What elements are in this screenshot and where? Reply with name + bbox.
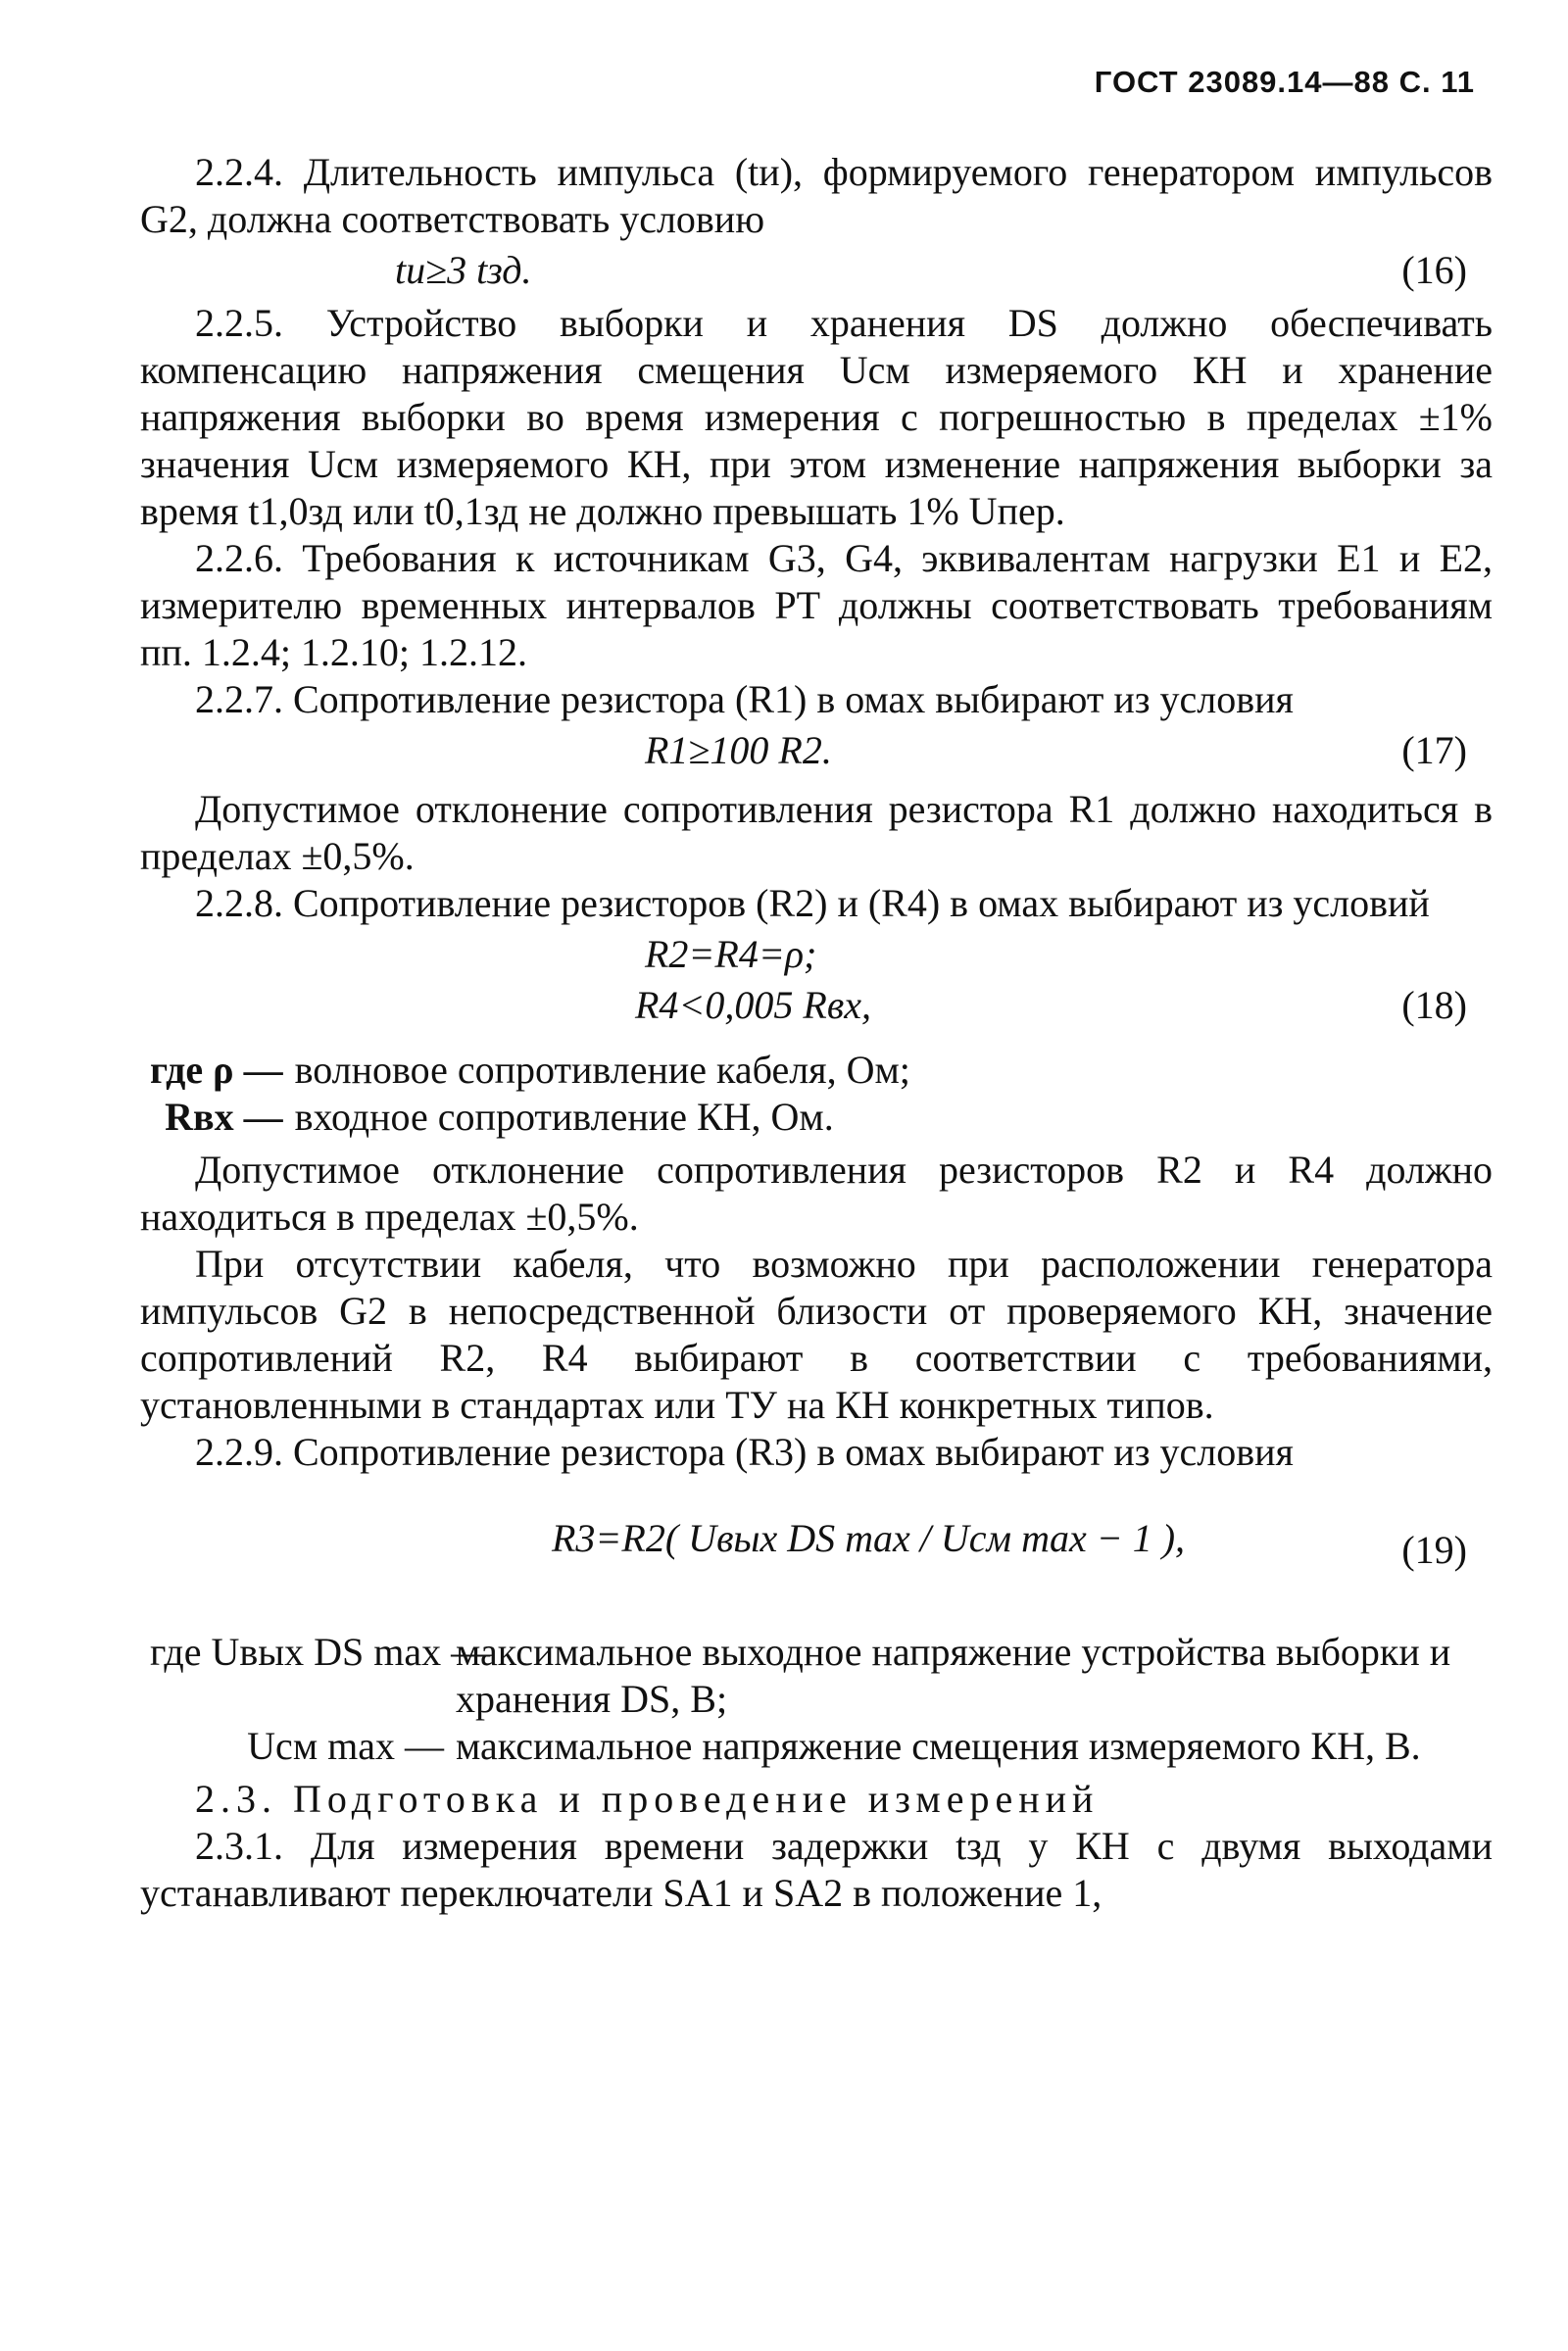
formula-19 (140, 1476, 1493, 1623)
where-term-rvx: Rвх — (165, 1095, 283, 1139)
formula-18-line2 (140, 978, 1493, 1041)
section-2-2-7-tolerance: Допустимое отклонение сопротивления резистора R1 должно находиться в пределах ±0,5%. (140, 787, 1493, 878)
section-2-2-5: 2.2.5. Устройство выборки и хранения DS должно обеспечивать компенсацию напряжения смещения Uсм измеряемого КН и хранение напряжения выборки во время измерения с погрешностью в пределах ±1% значения Uсм измеряемого КН, при этом изменение напряжения выборки за время t1,0зд или t0,1зд не должно превышать 1% Uпер. (140, 301, 1493, 533)
formula-18-expression-1: R2=R4=ρ; (645, 932, 817, 976)
formula-16-number: (16) (1401, 248, 1467, 292)
section-2-2-8: 2.2.8. Сопротивление резисторов (R2) и (R4) в омах выбирают из условий (195, 881, 1430, 925)
section-2-2-9: 2.2.9. Сопротивление резистора (R3) в омах выбирают из условия (195, 1430, 1294, 1474)
section-2-3-heading: 2.3. Подготовка и проведение измерений (195, 1777, 1100, 1821)
section-2-3-1: 2.3.1. Для измерения времени задержки tзд у КН с двумя выходами устанавливают переключатели SA1 и SA2 в положение 1, (140, 1824, 1493, 1915)
formula-17 (140, 723, 1493, 786)
formula-19-number: (19) (1401, 1528, 1467, 1572)
formula-18-line1 (140, 927, 1493, 978)
where-list-2 (150, 1629, 1493, 1770)
section-2-2-6: 2.2.6. Требования к источникам G3, G4, эквивалентам нагрузки E1 и E2, измерителю временных интервалов PT должны соответствовать требованиям пп. 1.2.4; 1.2.10; 1.2.12. (140, 536, 1493, 674)
where-def-rvx: входное сопротивление КН, Ом. (294, 1095, 834, 1139)
section-2-2-8-note: При отсутствии кабеля, что возможно при расположении генератора импульсов G2 в непосредственной близости от проверяемого КН, значение сопротивлений R2, R4 выбирают в соответствии с требованиями, установленными в стандартах или ТУ на КН конкретных типов. (140, 1242, 1493, 1427)
where-list-1 (150, 1047, 1493, 1141)
formula-16-expression: tи≥3 tзд. (395, 248, 532, 292)
formula-17-expression: R1≥100 R2. (645, 728, 832, 772)
section-2-2-7: 2.2.7. Сопротивление резистора (R1) в омах выбирают из условия (195, 677, 1294, 721)
formula-16 (140, 243, 1493, 300)
formula-18-number: (18) (1401, 983, 1467, 1027)
where-term-rho: где ρ — (150, 1048, 283, 1092)
where-term-usm: Uсм max — (247, 1724, 444, 1768)
document-body (140, 149, 1493, 1917)
where-def-rho: волновое сопротивление кабеля, Ом; (294, 1048, 910, 1092)
section-2-2-8-tolerance: Допустимое отклонение сопротивления резисторов R2 и R4 должно находиться в пределах ±0,5%. (140, 1148, 1493, 1239)
formula-17-number: (17) (1401, 728, 1467, 772)
where-def-usm: максимальное напряжение смещения измеряемого КН, В. (456, 1724, 1421, 1768)
formula-18-expression-2: R4<0,005 Rвх, (635, 983, 871, 1027)
where-def-uvyx: максимальное выходное напряжение устройства выборки и хранения DS, В; (456, 1630, 1451, 1721)
section-2-2-4: 2.2.4. Длительность импульса (tи), формируемого генератором импульсов G2, должна соответствовать условию (140, 150, 1493, 241)
page-header: ГОСТ 23089.14—88 С. 11 (1094, 65, 1475, 99)
where-term-uvyx: где Uвых DS max — (150, 1630, 491, 1674)
formula-19-expression: R3=R2( Uвых DS max / Uсм max − 1 ), (552, 1516, 1186, 1560)
